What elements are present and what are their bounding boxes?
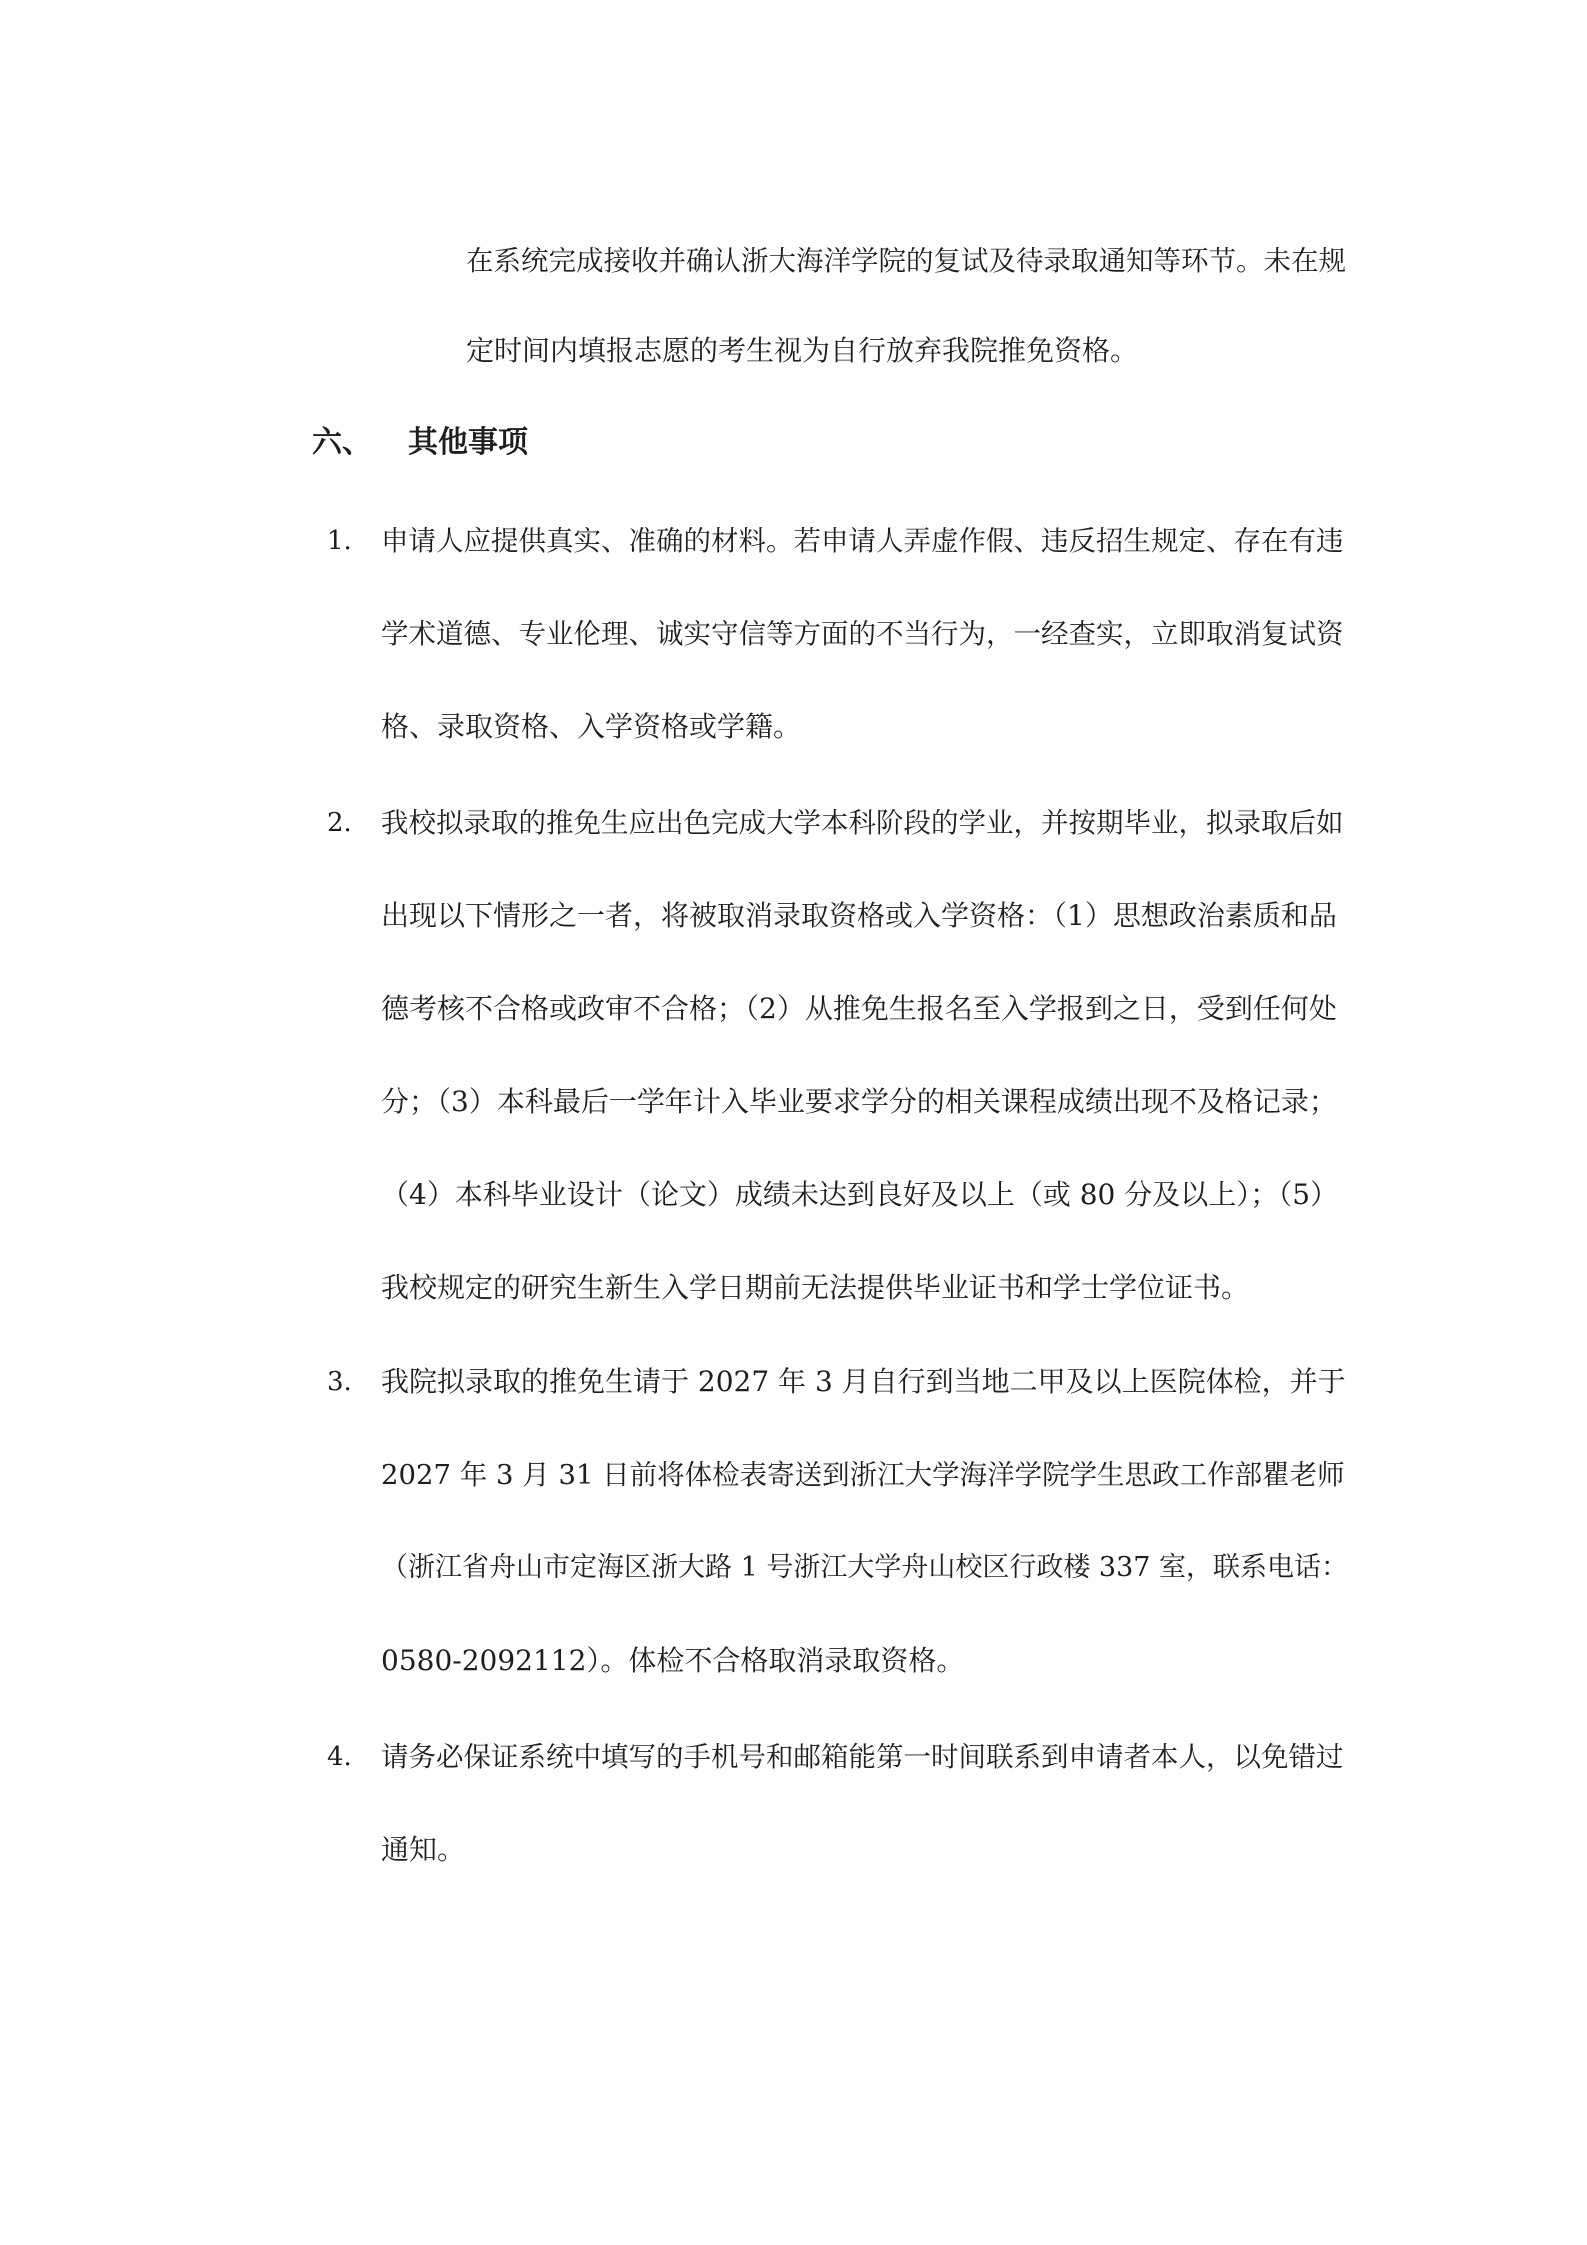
item-number: 4. bbox=[327, 1742, 352, 1772]
item-number: 2. bbox=[327, 808, 352, 838]
item-line: 2027 年 3 月 31 日前将体检表寄送到浙江大学海洋学院学生思政工作部瞿老师 bbox=[381, 1459, 1345, 1491]
section-number: 六、 bbox=[312, 425, 372, 460]
item-line: 0580-2092112）。体检不合格取消录取资格。 bbox=[381, 1644, 965, 1677]
intro-line-2: 定时间内填报志愿的考生视为自行放弃我院推免资格。 bbox=[466, 334, 1139, 367]
item-line: 通知。 bbox=[381, 1833, 466, 1866]
item-line: 我院拟录取的推免生请于 2027 年 3 月自行到当地二甲及以上医院体检，并于 bbox=[381, 1365, 1346, 1398]
item-line: 出现以下情形之一者，将被取消录取资格或入学资格：（1）思想政治素质和品 bbox=[381, 899, 1337, 932]
section-title: 其他事项 bbox=[408, 425, 528, 460]
item-line: 德考核不合格或政审不合格；（2）从推免生报名至入学报到之日，受到任何处 bbox=[381, 992, 1337, 1025]
item-line: （浙江省舟山市定海区浙大路 1 号浙江大学舟山校区行政楼 337 室，联系电话： bbox=[381, 1552, 1349, 1583]
item-line: 请务必保证系统中填写的手机号和邮箱能第一时间联系到申请者本人，以免错过 bbox=[381, 1741, 1344, 1773]
item-number: 3. bbox=[327, 1367, 352, 1397]
item-line: 分；（3）本科最后一学年计入毕业要求学分的相关课程成绩出现不及格记录； bbox=[381, 1085, 1337, 1118]
item-line: （4）本科毕业设计（论文）成绩未达到良好及以上（或 80 分及以上）；（5） bbox=[381, 1178, 1339, 1211]
intro-line-1: 在系统完成接收并确认浙大海洋学院的复试及待录取通知等环节。未在规 bbox=[466, 245, 1346, 277]
item-number: 1. bbox=[327, 526, 352, 556]
item-line: 学术道德、专业伦理、诚实守信等方面的不当行为，一经查实，立即取消复试资 bbox=[381, 618, 1344, 650]
item-line: 申请人应提供真实、准确的材料。若申请人弄虚作假、违反招生规定、存在有违 bbox=[381, 525, 1344, 557]
item-line: 我校拟录取的推免生应出色完成大学本科阶段的学业，并按期毕业，拟录取后如 bbox=[381, 807, 1344, 839]
item-line: 我校规定的研究生新生入学日期前无法提供毕业证书和学士学位证书。 bbox=[381, 1271, 1250, 1304]
item-line: 格、录取资格、入学资格或学籍。 bbox=[381, 710, 802, 743]
